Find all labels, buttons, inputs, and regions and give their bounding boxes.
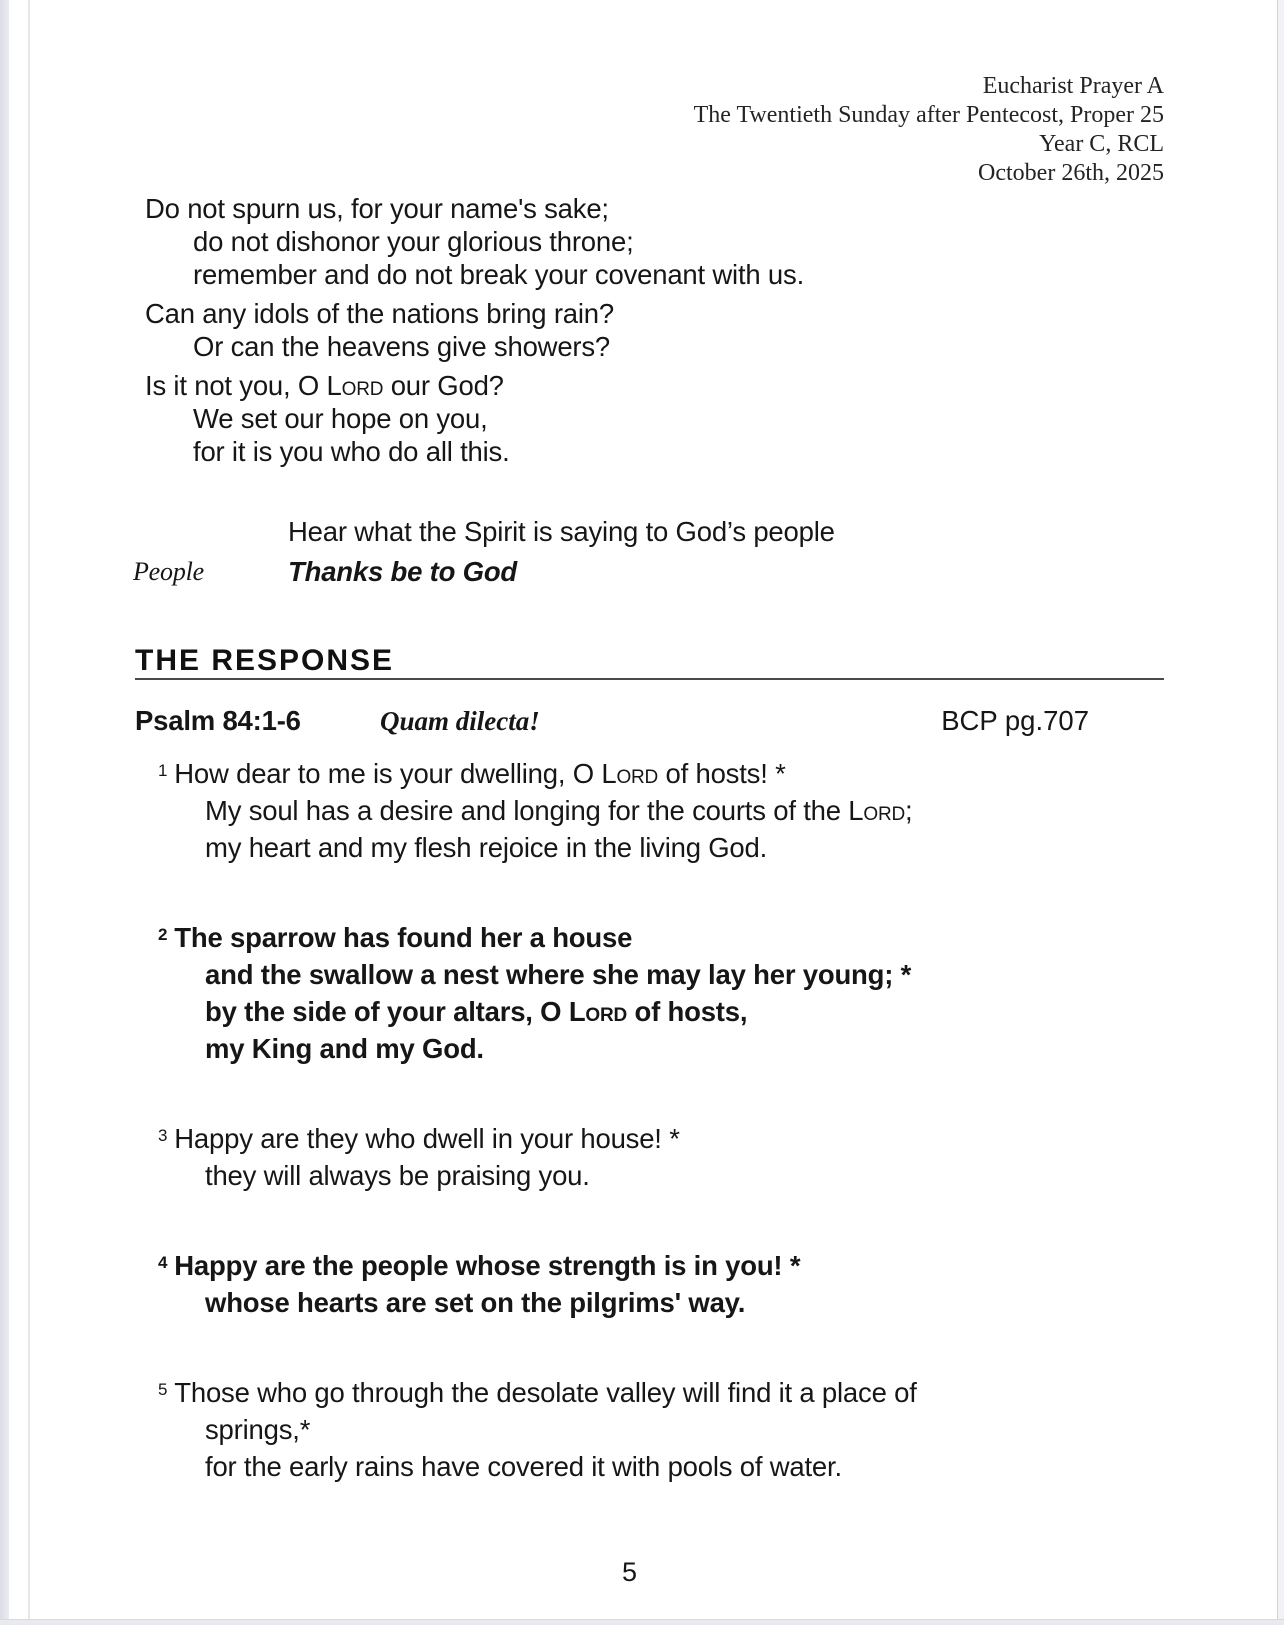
poem-line (145, 330, 1164, 363)
lord-smallcaps: Lord (848, 795, 905, 826)
versicle-row (135, 552, 1164, 592)
text-segment: for the early rains have covered it with pools of water. (205, 1451, 842, 1482)
poem-line (145, 258, 1164, 291)
psalm-line (158, 1371, 1164, 1411)
psalm-line (158, 1284, 1164, 1321)
psalm-latin-title: Quam dilecta! (380, 706, 540, 736)
psalm-line (158, 1448, 1164, 1485)
psalm-line (158, 1117, 1164, 1157)
text-segment: Happy are they who dwell in your house! * (174, 1123, 680, 1154)
header-line: The Twentieth Sunday after Pentecost, Proper 25 (693, 102, 1164, 128)
text-segment: Or can the heavens give showers? (193, 331, 611, 362)
header-line: Year C, RCL (1039, 131, 1164, 157)
psalm-line (158, 956, 1164, 993)
text-segment: The sparrow has found her a house (174, 922, 633, 953)
text-segment: Do not spurn us, for your name's sake; (145, 193, 609, 224)
versicle-leader-line: Hear what the Spirit is saying to God’s people (288, 516, 835, 547)
text-segment: of hosts! * (658, 758, 786, 789)
header-line: October 26th, 2025 (978, 160, 1164, 186)
poem-line (145, 225, 1164, 258)
verse-number: 4 (158, 1253, 168, 1272)
versicle-row (135, 512, 1164, 552)
scan-edge-right (1277, 0, 1284, 1625)
text-segment: for it is you who do all this. (193, 436, 510, 467)
text-segment: springs,* (205, 1414, 311, 1445)
psalm-line (158, 792, 1164, 829)
psalm-reference: Psalm 84:1-6 (135, 705, 301, 736)
verse-number: 2 (158, 925, 168, 944)
psalm-verse (158, 1371, 1164, 1485)
verse-number: 3 (158, 1126, 168, 1145)
lord-smallcaps: Lord (601, 758, 659, 789)
poem-line (145, 297, 1164, 330)
text-segment: Is it not you, O (145, 370, 327, 401)
text-segment: Those who go through the desolate valley will find it a place of (174, 1377, 917, 1408)
text-segment: Happy are the people whose strength is in you! * (174, 1250, 801, 1281)
text-segment: Can any idols of the nations bring rain? (145, 298, 614, 329)
poem-line (145, 192, 1164, 225)
section-heading: THE RESPONSE (135, 644, 395, 677)
psalm-verse (158, 1117, 1164, 1194)
scan-edge-bottom (0, 1619, 1284, 1625)
verse-number: 5 (158, 1380, 168, 1399)
text-segment: my heart and my flesh rejoice in the living God. (205, 832, 768, 863)
psalm-line (158, 752, 1164, 792)
psalm-verse (158, 752, 1164, 866)
psalm-verse (158, 1244, 1164, 1321)
scripture-reading (145, 192, 1164, 468)
text-segment: remember and do not break your covenant with us. (193, 259, 805, 290)
verse-number: 1 (158, 761, 168, 780)
poem-line (145, 402, 1164, 435)
header-line: Eucharist Prayer A (982, 73, 1164, 99)
speaker-label: People (133, 557, 204, 586)
text-segment: our God? (383, 370, 504, 401)
document-header (135, 72, 1164, 188)
text-segment: How dear to me is your dwelling, O (174, 758, 602, 789)
poem-line (145, 435, 1164, 468)
heading-rule (135, 678, 1164, 680)
text-segment: My soul has a desire and longing for the courts of the (205, 795, 849, 826)
psalm-verse (158, 916, 1164, 1067)
psalm-verses (158, 752, 1164, 1485)
psalm-line (158, 1244, 1164, 1284)
psalm-line (158, 916, 1164, 956)
versicle-response (135, 512, 1164, 592)
psalm-line (158, 829, 1164, 866)
psalm-line (158, 1411, 1164, 1448)
text-segment: my King and my God. (205, 1033, 484, 1064)
text-segment: ; (905, 795, 913, 826)
speaker-label-empty (133, 512, 288, 552)
scan-edge-left (0, 0, 9, 1625)
lord-smallcaps: Lord (568, 996, 628, 1027)
poem-line (145, 369, 1164, 402)
psalm-line (158, 1030, 1164, 1067)
bcp-page-reference: BCP pg.707 (941, 705, 1089, 736)
text-segment: by the side of your altars, O (205, 996, 569, 1027)
psalm-line (158, 993, 1164, 1030)
text-segment: do not dishonor your glorious throne; (193, 226, 634, 257)
people-response: Thanks be to God (288, 556, 518, 587)
text-segment: and the swallow a nest where she may lay her young; * (205, 959, 912, 990)
text-segment: whose hearts are set on the pilgrims' way. (205, 1287, 746, 1318)
text-segment: We set our hope on you, (193, 403, 488, 434)
text-segment: of hosts, (627, 996, 748, 1027)
page-number: 5 (621, 1557, 638, 1587)
psalm-line (158, 1157, 1164, 1194)
text-segment: they will always be praising you. (205, 1160, 590, 1191)
psalm-heading (135, 704, 1164, 738)
lord-smallcaps: Lord (326, 370, 384, 401)
response-section (135, 644, 1164, 1485)
scan-page-edge-line (28, 0, 30, 1625)
